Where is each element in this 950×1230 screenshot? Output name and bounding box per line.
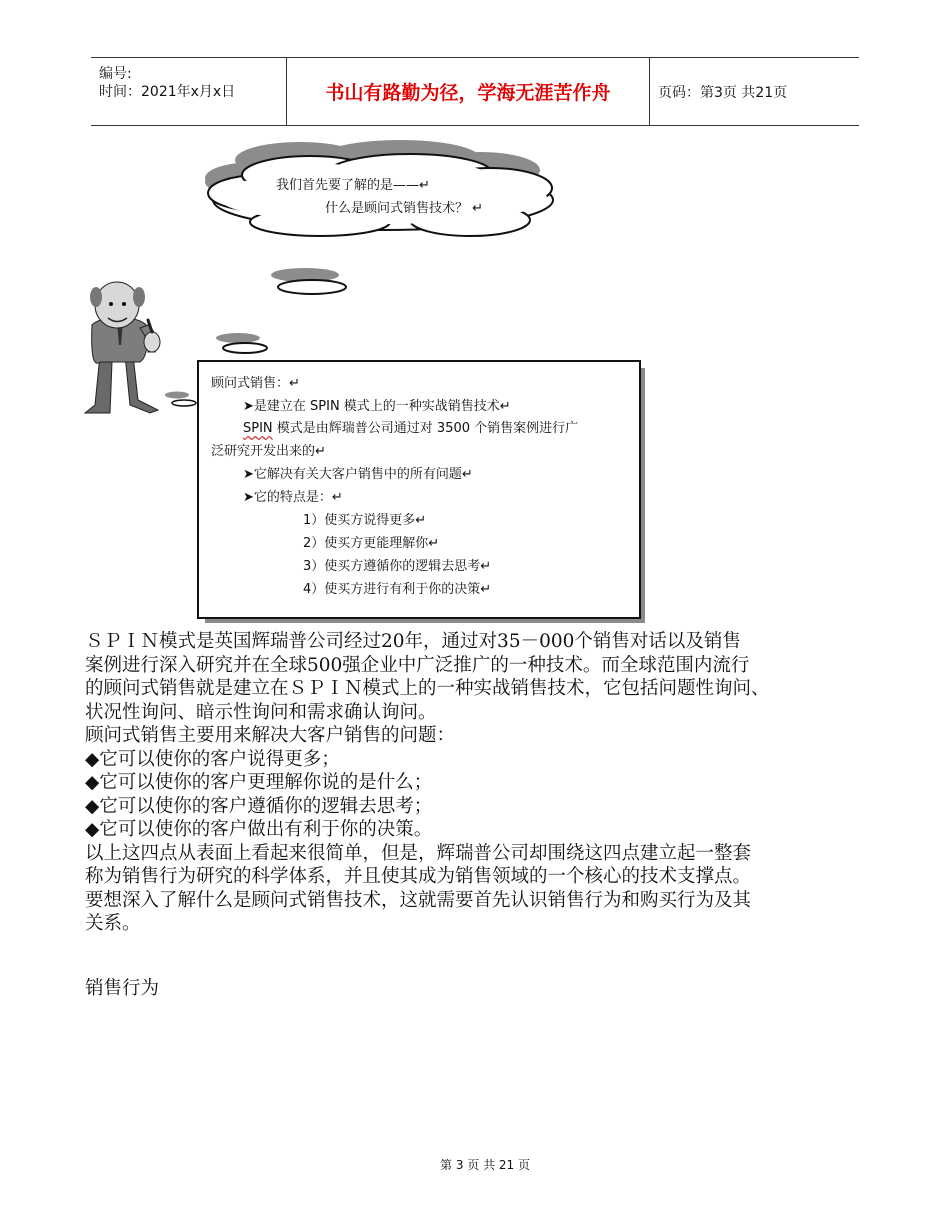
- page-header: [91, 57, 859, 126]
- box-item-2: 2）使买方更能理解你↵: [303, 536, 440, 551]
- box-bullet-2: ➤它解决有关大客户销售中的所有问题↵: [243, 467, 473, 482]
- businessman-icon: [85, 282, 160, 413]
- spin-word: SPIN: [243, 421, 273, 436]
- box-item-3: 3）使买方遵循你的逻辑去思考↵: [303, 559, 492, 574]
- paragraph-spin: [85, 630, 885, 936]
- page-footer: 第 3 页 共 21 页: [440, 1158, 530, 1172]
- list-item: ◆它可以使你的客户更理解你说的是什么；: [85, 772, 433, 793]
- definition-box: [197, 360, 641, 619]
- p3-line-2: 称为销售行为研究的科学体系，并且使其成为销售领域的一个核心的技术支撑点。: [85, 866, 752, 887]
- box-item-4: 4）使买方进行有利于你的决策↵: [303, 582, 492, 597]
- spin-rest: 模式是由辉瑞普公司通过对 3500 个销售案例进行广: [272, 421, 579, 436]
- box-bullet-1: ➤是建立在 SPIN 模式上的一种实战销售技术↵: [243, 399, 511, 414]
- header-meta: [91, 58, 286, 125]
- p3-line-1: 以上这四点从表面上看起来很简单，但是，辉瑞普公司却围绕这四点建立起一整套: [85, 842, 752, 864]
- p1-line-2: 案例进行深入研究并在全球500强企业中广泛推广的一种技术。而全球范围内流行: [85, 654, 750, 676]
- number-label: 编号:: [99, 66, 132, 82]
- time-label: 时间：2021年x月x日: [99, 84, 236, 100]
- bubble-medium: [223, 343, 267, 353]
- p1-line-1: ＳＰＩＮ模式是英国辉瑞普公司经过20年，通过对35－000个销售对话以及销售: [85, 631, 741, 652]
- box-bullet-3: ➤它的特点是：↵: [243, 490, 343, 505]
- section-heading: 销售行为: [85, 978, 160, 999]
- cloud-line-1: 我们首先要了解的是——↵: [276, 178, 430, 193]
- box-line-spin: [243, 417, 578, 436]
- header-page-info: 页码：第3页 共21页: [658, 84, 788, 101]
- p3-line-4: 关系。: [85, 913, 141, 934]
- cloud-line-2: 什么是顾问式销售技术？ ↵: [325, 201, 484, 216]
- p1-line-3: 的顾问式销售就是建立在ＳＰＩＮ模式上的一种实战销售技术，它包括问题性询问、: [85, 678, 770, 699]
- bubble-large: [278, 280, 346, 294]
- box-title: 顾问式销售：↵: [211, 376, 300, 391]
- box-line-spin-cont: 泛研究开发出来的↵: [211, 444, 326, 459]
- list-item: ◆它可以使你的客户做出有利于你的决策。: [85, 819, 433, 840]
- p1-line-4: 状况性询问、暗示性询问和需求确认询问。: [85, 701, 437, 723]
- list-item: ◆它可以使你的客户遵循你的逻辑去思考；: [85, 795, 433, 817]
- bubble-shadow-medium: [216, 333, 260, 343]
- header-motto: 书山有路勤为径，学海无涯苦作舟: [286, 58, 650, 125]
- bubble-shadow-small: [165, 392, 189, 399]
- box-item-1: 1）使买方说得更多↵: [303, 513, 427, 528]
- list-item: ◆它可以使你的客户说得更多；: [85, 748, 340, 770]
- illustration: [0, 130, 950, 630]
- p3-line-3: 要想深入了解什么是顾问式销售技术，这就需要首先认识销售行为和购买行为及其: [85, 889, 752, 911]
- bubble-small: [172, 400, 196, 406]
- p2-line: 顾问式销售主要用来解决大客户销售的问题：: [85, 725, 456, 746]
